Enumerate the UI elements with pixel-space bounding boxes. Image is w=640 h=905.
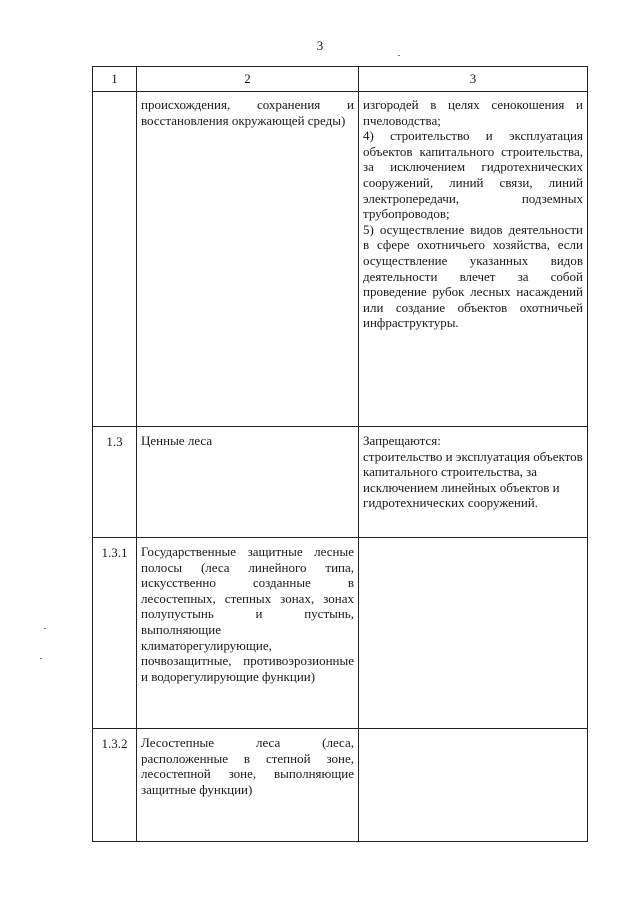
restrictions-cell xyxy=(359,729,588,842)
zone-name-cell xyxy=(137,427,359,538)
column-header-1: 1 xyxy=(93,67,137,92)
zone-name: Ценные леса xyxy=(141,433,213,448)
row-number-cell xyxy=(93,538,137,729)
row-number-cell xyxy=(93,92,137,427)
row-number-cell xyxy=(93,729,137,842)
restriction-item: 5) осуществление видов деятельности в сфере охотничьего хозяйства, если осуществление указанных видов деятельности влечет за собой проведение рубок лесных насаждений или создание объектов охотничьей инфраструктуры. xyxy=(363,221,583,331)
row-number xyxy=(93,92,136,99)
zone-name-cell xyxy=(137,538,359,729)
scan-speck xyxy=(44,628,46,629)
zones-table xyxy=(92,66,588,842)
column-header-2: 2 xyxy=(137,67,359,92)
scan-speck xyxy=(398,55,400,56)
restriction-item: строительство и эксплуатация объектов капитального строительства, за исключением линейных объектов и гидротехнических сооружений. xyxy=(363,448,583,511)
row-number: 1.3 xyxy=(106,434,123,449)
zone-name: Государственные защитные лесные полосы (леса линейного типа, искусственно созданные в лесостепных, степных зонах, зонах полупустынь и пустынь, выполняющие климаторегулирующие, почвозащитные, противоэрозионные и водорегулирующие функции) xyxy=(141,544,354,684)
restriction-item: изгородей в целях сенокошения и пчеловодства; xyxy=(363,97,583,128)
table-row xyxy=(93,92,588,427)
table-row xyxy=(93,427,588,538)
row-number: 1.3.1 xyxy=(101,545,128,560)
table-row xyxy=(93,538,588,729)
row-number-cell xyxy=(93,427,137,538)
table-row xyxy=(93,729,588,842)
zone-name: происхождения, сохранения и восстановления окружающей среды) xyxy=(141,97,354,128)
zone-name: Лесостепные леса (леса, расположенные в степной зоне, лесостепной зоне, выполняющие защитные функции) xyxy=(141,735,354,797)
restriction-item: 4) строительство и эксплуатация объектов капитального строительства, за исключением гидротехнических сооружений, линий связи, линий электропередачи, подземных трубопроводов; xyxy=(363,128,583,222)
table-header-row xyxy=(93,67,588,92)
column-header-3: 3 xyxy=(359,67,588,92)
row-number: 1.3.2 xyxy=(101,736,128,751)
restrictions-cell xyxy=(359,538,588,729)
restriction-heading: Запрещаются: xyxy=(363,433,441,448)
scan-speck xyxy=(40,658,42,659)
page-number: 3 xyxy=(316,38,324,53)
zone-name-cell xyxy=(137,92,359,427)
restrictions-cell xyxy=(359,92,588,427)
zone-name-cell xyxy=(137,729,359,842)
restrictions-cell xyxy=(359,427,588,538)
